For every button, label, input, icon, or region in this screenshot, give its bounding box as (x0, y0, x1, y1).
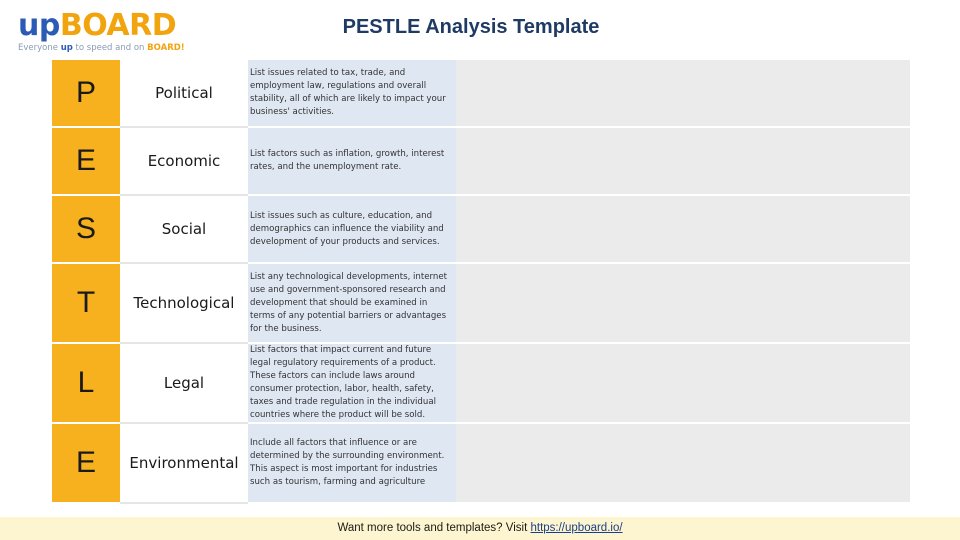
pestle-row-legal (52, 344, 960, 424)
footer-text (0, 522, 960, 534)
row-notes-area[interactable] (456, 424, 910, 504)
logo-board: BOARD (59, 8, 177, 43)
row-notes-area[interactable] (456, 128, 910, 196)
pestle-row-political (52, 60, 960, 128)
row-notes-area[interactable] (456, 344, 910, 424)
page-title: PESTLE Analysis Template (342, 16, 600, 38)
row-description: List factors that impact current and future legal regulatory requirements of a product. These factors can include laws around consumer protection, labor, health, safety, taxes and trade regulation in the individual countries where the product will be sold. (248, 344, 456, 424)
row-letter: S (52, 196, 120, 264)
row-factor-name: Environmental (120, 424, 248, 504)
row-description: List any technological developments, internet use and government-sponsored research and development that should be examined in terms of any potential barriers or advantages for the business. (248, 264, 456, 344)
row-letter: T (52, 264, 120, 344)
row-factor-name: Economic (120, 128, 248, 196)
logo-wordmark (18, 8, 185, 44)
row-description: List issues related to tax, trade, and employment law, regulations and overall stability, all of which are likely to impact your business' activities. (248, 60, 456, 128)
tagline-board: BOARD! (147, 43, 185, 53)
row-description: Include all factors that influence or are determined by the surrounding environment. This aspect is most important for industries such as tourism, farming and agriculture (248, 424, 456, 504)
logo-up: up (18, 8, 60, 43)
logo-tagline (18, 43, 185, 53)
tagline-part-2: to speed and on (72, 43, 148, 53)
footer-link[interactable]: https://upboard.io/ (530, 522, 623, 534)
row-factor-name: Technological (120, 264, 248, 344)
row-letter: L (52, 344, 120, 424)
row-letter: P (52, 60, 120, 128)
tagline-part-1: Everyone (18, 43, 61, 53)
row-notes-area[interactable] (456, 196, 910, 264)
row-letter: E (52, 424, 120, 504)
row-factor-name: Political (120, 60, 248, 128)
upboard-logo (18, 8, 185, 53)
row-description: List issues such as culture, education, and demographics can influence the viability and development of your products and services. (248, 196, 456, 264)
pestle-table (52, 60, 960, 504)
pestle-row-economic (52, 128, 960, 196)
row-notes-area[interactable] (456, 60, 910, 128)
row-letter: E (52, 128, 120, 196)
tagline-up: up (60, 43, 73, 53)
footer-message: Want more tools and templates? Visit (337, 522, 531, 534)
pestle-row-technological (52, 264, 960, 344)
footer-banner (0, 517, 960, 540)
row-notes-area[interactable] (456, 264, 910, 344)
row-description: List factors such as inflation, growth, interest rates, and the unemployment rate. (248, 128, 456, 196)
pestle-row-social (52, 196, 960, 264)
row-factor-name: Social (120, 196, 248, 264)
row-factor-name: Legal (120, 344, 248, 424)
pestle-row-environmental (52, 424, 960, 504)
